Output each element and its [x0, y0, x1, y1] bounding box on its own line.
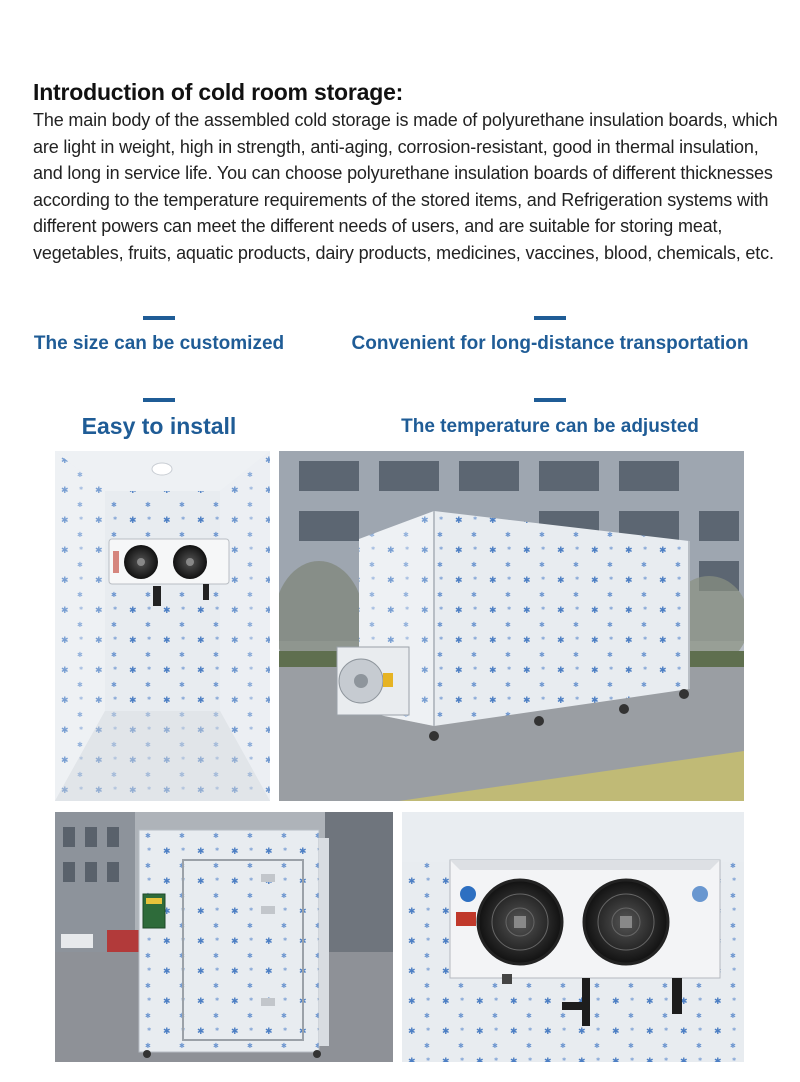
feature-label: Easy to install	[81, 413, 237, 439]
feature-size-customized	[20, 316, 298, 355]
feature-label: Convenient for long-distance transportation	[351, 333, 749, 354]
intro-body: The main body of the assembled cold storage is made of polyurethane insulation boards, which are light in weight, high in strength, anti-aging, corrosion-resistant, good in thermal insulation, and long in service life. You can choose polyurethane insulation boards of different thicknesses according to the temperature requirements of the stored items, and Refrigeration systems with different powers can meet the different needs of users, and are suitable for storing meat, vegetables, fruits, aquatic products, dairy products, medicines, vaccines, blood, chemicals, etc.	[33, 110, 778, 263]
feature-long-distance-transport	[340, 316, 760, 355]
evaporator-unit-closeup-photo	[402, 812, 744, 1062]
mobile-cold-room-exterior-photo	[279, 451, 744, 801]
feature-temperature-adjustable	[380, 398, 720, 438]
intro-section	[33, 78, 778, 266]
feature-label: The size can be customized	[33, 333, 285, 354]
feature-easy-install	[20, 398, 298, 440]
feature-divider	[143, 398, 175, 402]
cold-room-door-photo	[55, 812, 393, 1062]
feature-label: The temperature can be adjusted	[401, 416, 699, 437]
feature-divider	[143, 316, 175, 320]
intro-title: Introduction of cold room storage:	[33, 79, 404, 105]
feature-divider	[534, 316, 566, 320]
feature-divider	[534, 398, 566, 402]
cold-room-interior-photo	[55, 451, 270, 801]
